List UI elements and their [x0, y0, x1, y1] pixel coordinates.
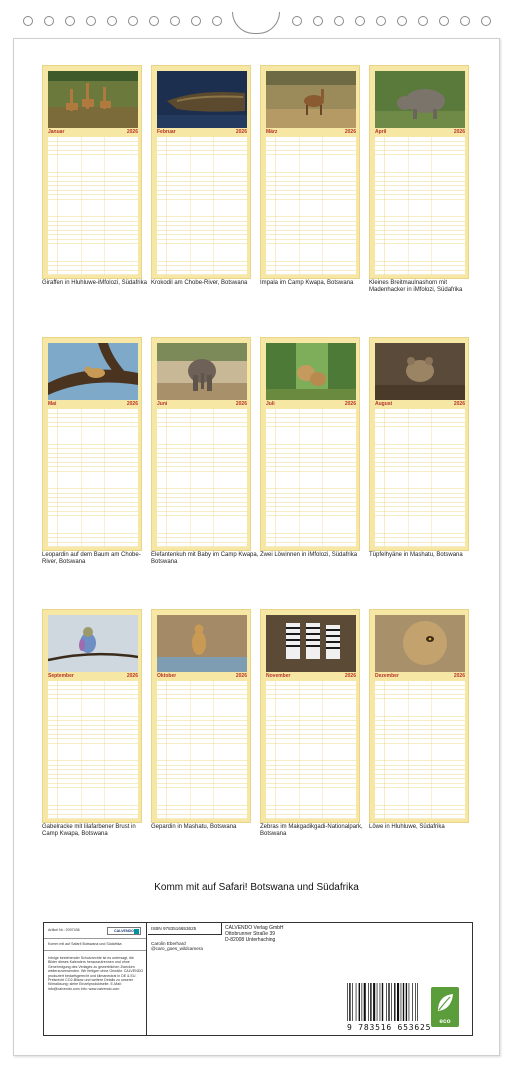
- month-panel: [260, 609, 360, 823]
- month-year: 2026: [344, 673, 356, 679]
- photo-caption: Impala im Camp Kwapa, Botswana: [260, 280, 354, 286]
- month-name: Dezember: [375, 673, 399, 679]
- month-name: Februar: [157, 129, 176, 135]
- month-year: 2026: [453, 401, 465, 407]
- author-name: Carolin Eberhard: [151, 941, 186, 946]
- planner-grid: [375, 137, 465, 275]
- planner-grid: [266, 137, 356, 275]
- logo-mark-icon: [134, 929, 139, 934]
- month-panel: [369, 65, 469, 279]
- binding-ring: [334, 16, 344, 26]
- lion-photo: [375, 615, 465, 672]
- month-header: [48, 673, 138, 680]
- planner-grid: [48, 409, 138, 547]
- binding-ring: [44, 16, 54, 26]
- leopard-photo: [48, 343, 138, 400]
- photo-caption: Giraffen in Hluhluwe-iMfolozi, Südafrika: [42, 280, 147, 286]
- leaf-icon: [435, 992, 455, 1014]
- binding-ring: [23, 16, 33, 26]
- planner-grid: [266, 681, 356, 819]
- calendar-subline: Komm mit auf Safari! Botswana und Südafrika: [48, 942, 122, 946]
- binding-ring: [212, 16, 222, 26]
- binding-ring: [292, 16, 302, 26]
- binding-ring: [418, 16, 428, 26]
- planner-grid: [266, 409, 356, 547]
- month-panel: [42, 337, 142, 551]
- month-name: Mai: [48, 401, 57, 407]
- binding-ring: [107, 16, 117, 26]
- month-header: [48, 129, 138, 136]
- month-name: Januar: [48, 129, 65, 135]
- month-panel: [260, 337, 360, 551]
- hanger-hole: [232, 12, 280, 34]
- month-header: [157, 129, 247, 136]
- planner-grid: [157, 409, 247, 547]
- planner-grid: [48, 681, 138, 819]
- month-year: 2026: [126, 401, 138, 407]
- photo-caption: Kleines Breitmaulnashorn mit Madenhacker in iMfolozi, Südafrika: [369, 280, 463, 293]
- month-name: Oktober: [157, 673, 177, 679]
- month-panel: [369, 609, 469, 823]
- month-panel: [42, 609, 142, 823]
- photo-caption: Elefantenkuh mit Baby im Camp Kwapa, Botswana: [151, 552, 259, 565]
- month-header: [157, 673, 247, 680]
- planner-grid: [157, 681, 247, 819]
- binding-ring: [439, 16, 449, 26]
- eco-label: eco: [439, 1018, 451, 1025]
- legal-notes: Infolge bestehender Schutzrechte ist es untersagt, die Bilder dieses Kalenders herauszutrennen und ohne Genehmigung des Verlages zu gewerblichen Zwecken weiterzuverwenden. Wir fertigen ohne Gewähr. CALVENDO produziert bedarfsgerecht und klimaneutral in DE & EU. Preisrecht CO2-Bilanz und weitere Details zu unserer Klimalösung: siehe Einzelproduktseite. E-Mail: info@calvendo.com Info: www.calvendo.com: [48, 956, 144, 991]
- hyena-photo: [375, 343, 465, 400]
- month-panel: [151, 65, 251, 279]
- planner-grid: [157, 137, 247, 275]
- ring-binding: [0, 16, 512, 36]
- isbn: ISBN 9783516653625: [148, 923, 222, 935]
- month-header: [375, 673, 465, 680]
- lionesses-photo: [266, 343, 356, 400]
- binding-ring: [191, 16, 201, 26]
- planner-grid: [375, 409, 465, 547]
- month-year: 2026: [344, 129, 356, 135]
- publisher-block: [225, 926, 284, 943]
- crocodile-photo: [157, 71, 247, 128]
- binding-ring: [481, 16, 491, 26]
- photo-caption: Löwe in Hluhluwe, Südafrika: [369, 824, 445, 830]
- publisher-name: CALVENDO Verlag GmbH: [225, 925, 284, 931]
- month-header: [266, 401, 356, 408]
- calendar-title: Komm mit auf Safari! Botswana und Südafrika: [154, 882, 359, 893]
- binding-ring: [65, 16, 75, 26]
- author-handle: @caro_goes_wildcamera: [151, 946, 203, 952]
- impala-photo: [266, 71, 356, 128]
- binding-ring: [149, 16, 159, 26]
- month-header: [266, 673, 356, 680]
- binding-ring: [170, 16, 180, 26]
- month-name: Juni: [157, 401, 168, 407]
- month-year: 2026: [235, 401, 247, 407]
- eco-badge: [431, 987, 459, 1027]
- publisher-city: D-82008 Unterhaching: [225, 936, 276, 943]
- month-name: Juli: [266, 401, 275, 407]
- binding-ring: [397, 16, 407, 26]
- info-subline-row: [44, 939, 146, 951]
- photo-caption: Zebras im Makgadikgadi-Nationalpark, Botswana: [260, 824, 363, 837]
- month-panel: [369, 337, 469, 551]
- giraffes-photo: [48, 71, 138, 128]
- binding-ring: [313, 16, 323, 26]
- publisher-street: Ottobrunner Straße 39: [225, 930, 276, 937]
- zebras-photo: [266, 615, 356, 672]
- rhino-photo: [375, 71, 465, 128]
- roller-bird-photo: [48, 615, 138, 672]
- photo-caption: Leopardin auf dem Baum am Chobe-River, Botswana: [42, 552, 141, 565]
- photo-caption: Krokodil am Chobe-River, Botswana: [151, 280, 248, 286]
- month-panel: [151, 337, 251, 551]
- month-name: April: [375, 129, 387, 135]
- month-header: [375, 129, 465, 136]
- month-year: 2026: [126, 129, 138, 135]
- month-header: [48, 401, 138, 408]
- binding-ring: [128, 16, 138, 26]
- calvendo-logo: CALVENDO: [107, 927, 141, 935]
- month-year: 2026: [126, 673, 138, 679]
- month-name: August: [375, 401, 393, 407]
- month-header: [375, 401, 465, 408]
- month-header: [266, 129, 356, 136]
- month-year: 2026: [453, 673, 465, 679]
- planner-grid: [375, 681, 465, 819]
- photo-caption: Gabelracke mit lilafarbener Brust in Camp Kwapa, Botswana: [42, 824, 136, 837]
- cheetah-photo: [157, 615, 247, 672]
- binding-ring: [86, 16, 96, 26]
- info-article-row: [44, 923, 146, 939]
- photo-caption: Zwei Löwinnen in iMfolozi, Südafrika: [260, 552, 358, 558]
- photo-caption: Gepardin in Mashatu, Botswana: [151, 824, 237, 830]
- planner-grid: [48, 137, 138, 275]
- elephant-photo: [157, 343, 247, 400]
- month-year: 2026: [344, 401, 356, 407]
- month-name: März: [266, 129, 278, 135]
- binding-ring: [355, 16, 365, 26]
- month-name: November: [266, 673, 291, 679]
- info-left-column: [44, 923, 147, 1035]
- month-panel: [151, 609, 251, 823]
- binding-ring: [460, 16, 470, 26]
- month-header: [157, 401, 247, 408]
- month-name: September: [48, 673, 74, 679]
- month-panel: [42, 65, 142, 279]
- binding-ring: [376, 16, 386, 26]
- month-year: 2026: [235, 129, 247, 135]
- month-panel: [260, 65, 360, 279]
- publication-info-box: [43, 922, 473, 1036]
- article-number: Artikel Nr.: 2097436: [48, 928, 80, 932]
- month-year: 2026: [453, 129, 465, 135]
- photo-caption: Tüpfelhyäne in Mashatu, Botswana: [369, 552, 463, 558]
- author-block: [151, 941, 203, 952]
- month-year: 2026: [235, 673, 247, 679]
- barcode-number: 9 783516 653625: [347, 1023, 432, 1032]
